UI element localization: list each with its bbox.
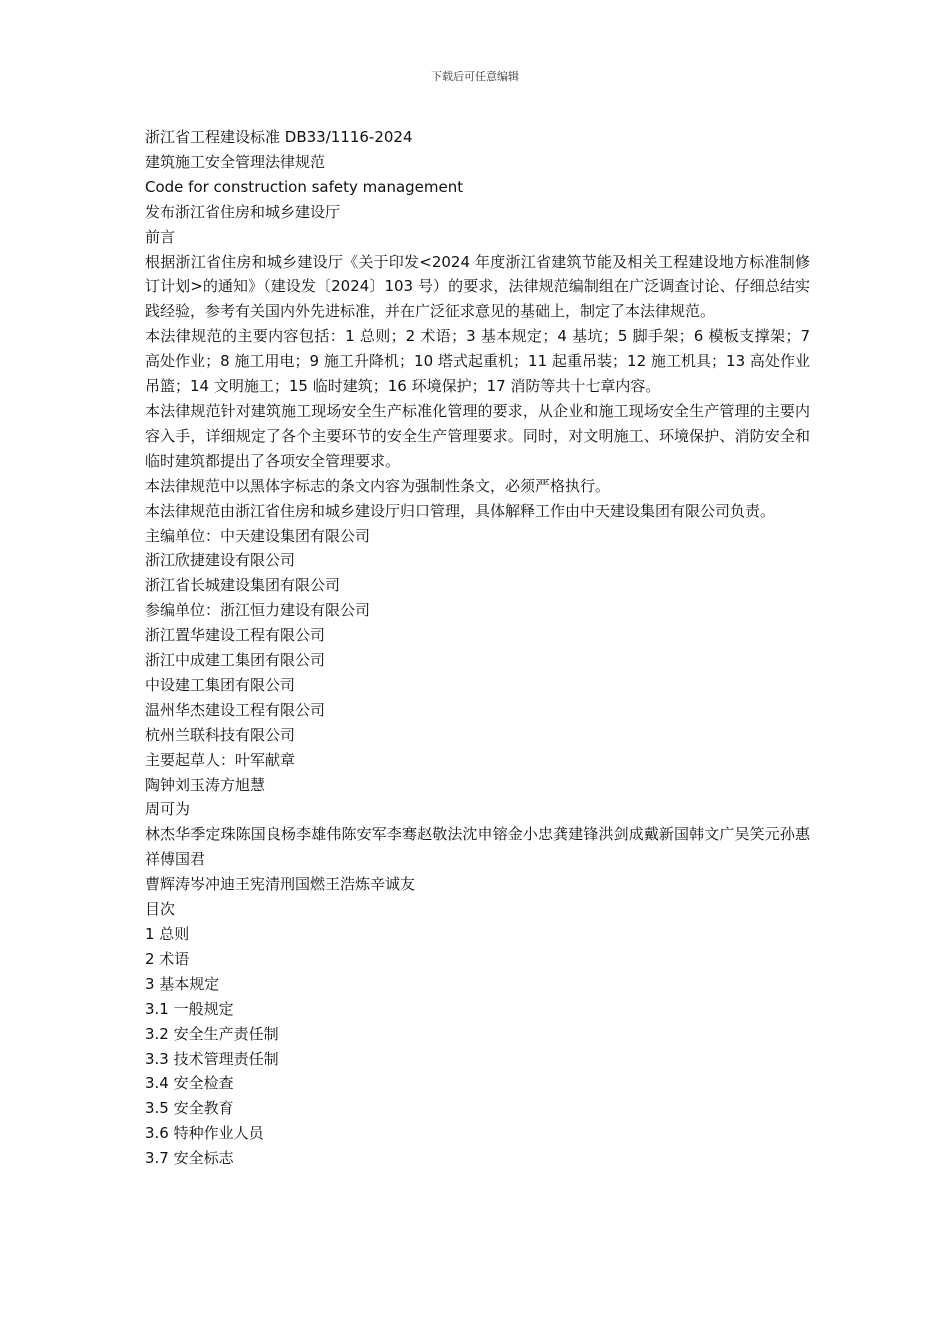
publisher: 发布浙江省住房和城乡建设厅 (145, 202, 341, 221)
participant-unit: 参编单位：浙江恒力建设有限公司 (145, 601, 371, 620)
title-en: Code for construction safety management (145, 177, 464, 196)
title-cn: 建筑施工安全管理法律规范 (145, 152, 326, 171)
toc-item: 3.1 一般规定 (145, 999, 234, 1018)
toc-item: 3.2 安全生产责任制 (145, 1024, 279, 1043)
toc-item: 2 术语 (145, 949, 190, 968)
participant-unit-other: 中设建工集团有限公司 (145, 675, 296, 694)
participant-unit-other: 浙江中成建工集团有限公司 (145, 651, 326, 670)
drafters-line: 周可为 (145, 800, 191, 819)
participant-unit-other: 温州华杰建设工程有限公司 (145, 700, 326, 719)
chief-editor-unit: 主编单位：中天建设集团有限公司 (145, 526, 371, 545)
toc-item: 3.6 特种作业人员 (145, 1124, 264, 1143)
document-body (145, 125, 810, 1171)
preface-paragraph: 本法律规范由浙江省住房和城乡建设厅归口管理，具体解释工作由中天建设集团有限公司负责。 (145, 501, 776, 520)
standard-number: 浙江省工程建设标准 DB33/1116-2024 (145, 128, 413, 146)
toc-item: 3 基本规定 (145, 974, 220, 993)
chief-editor-unit-other: 浙江欣捷建设有限公司 (145, 551, 296, 570)
preface-heading: 前言 (145, 227, 176, 246)
drafters-line: 林杰华季定珠陈国良杨李雄伟陈安军李骞赵敬法沈申镕金小忠龚建锋洪剑成戴新国韩文广吴笑元孙惠祥傅国君 (145, 825, 810, 869)
toc-item: 3.4 安全检查 (145, 1074, 234, 1093)
drafters-label: 主要起草人：叶军献章 (145, 750, 296, 769)
toc-item: 3.3 技术管理责任制 (145, 1049, 279, 1068)
preface-paragraph: 根据浙江省住房和城乡建设厅《关于印发<2024 年度浙江省建筑节能及相关工程建设地方标准制修订计划>的通知》（建设发〔2024〕103 号）的要求，法律规范编制组在广泛调查讨论、仔细总结实践经验，参考有关国内外先进标准，并在广泛征求意见的基础上，制定了本法律规范。 (145, 252, 810, 321)
drafters-line: 曹辉涛岑冲迪王宪清刑国燃王浩炼辛诚友 (145, 875, 416, 894)
toc-item: 3.5 安全教育 (145, 1099, 234, 1118)
toc-item: 3.7 安全标志 (145, 1149, 234, 1168)
preface-paragraph: 本法律规范中以黑体字标志的条文内容为强制性条文，必须严格执行。 (145, 476, 611, 495)
participant-unit-other: 浙江置华建设工程有限公司 (145, 626, 326, 645)
preface-paragraph: 本法律规范的主要内容包括：1 总则；2 术语；3 基本规定；4 基坑；5 脚手架；6 模板支撑架；7 高处作业；8 施工用电；9 施工升降机；10 塔式起重机；11 起重吊装；12 施工机具；13 高处作业吊篮；14 文明施工；15 临时建筑；16 环境保护；17 消防等共十七章内容。 (145, 327, 810, 396)
header-note: 下载后可任意编辑 (431, 70, 519, 83)
toc-heading: 目次 (145, 900, 176, 919)
drafters-line: 陶钟刘玉涛方旭慧 (145, 775, 266, 794)
toc-item: 1 总则 (145, 925, 190, 943)
chief-editor-unit-other: 浙江省长城建设集团有限公司 (145, 576, 341, 595)
participant-unit-other: 杭州兰联科技有限公司 (145, 725, 296, 744)
preface-paragraph: 本法律规范针对建筑施工现场安全生产标准化管理的要求，从企业和施工现场安全生产管理的主要内容入手，详细规定了各个主要环节的安全生产管理要求。同时，对文明施工、环境保护、消防安全和临时建筑都提出了各项安全管理要求。 (145, 401, 810, 470)
